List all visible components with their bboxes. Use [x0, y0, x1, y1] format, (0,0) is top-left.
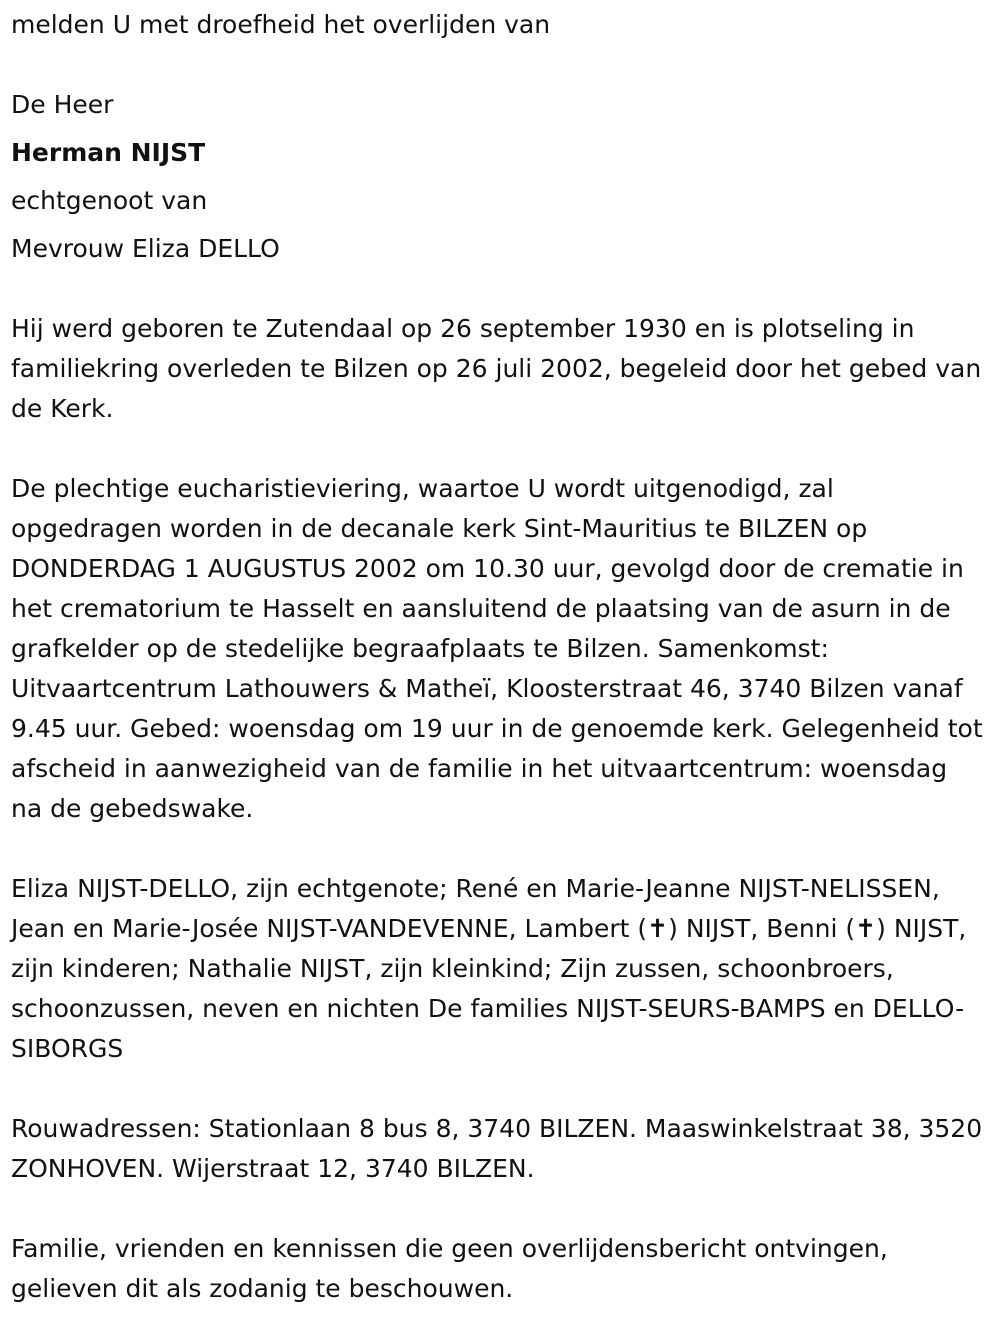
closing-paragraph: Familie, vrienden en kennissen die geen overlijdensbericht ontvingen, gelieven dit als zodanig te beschouwen.	[11, 1234, 888, 1303]
intro-text: melden U met droefheid het overlijden van	[11, 10, 551, 39]
spouse-name: Mevrouw Eliza DELLO	[11, 234, 280, 263]
honorific: De Heer	[11, 90, 114, 119]
relation-text: echtgenoot van	[11, 186, 208, 215]
birth-death-paragraph: Hij werd geboren te Zutendaal op 26 september 1930 en is plotseling in familiekring overleden te Bilzen op 26 juli 2002, begeleid door het gebed van de Kerk.	[11, 314, 982, 423]
family-paragraph: Eliza NIJST-DELLO, zijn echtgenote; René en Marie-Jeanne NIJST-NELISSEN, Jean en Marie-Josée NIJST-VANDEVENNE, Lambert (✝) NIJST, Benni (✝) NIJST, zijn kinderen; Nathalie NIJST, zijn kleinkind; Zijn zussen, schoonbroers, schoonzussen, neven en nichten De families NIJST-SEURS-BAMPS en DELLO-SIBORGS	[11, 874, 967, 1063]
ceremony-paragraph: De plechtige eucharistieviering, waartoe U wordt uitgenodigd, zal opgedragen worden in de decanale kerk Sint-Mauritius te BILZEN op DONDERDAG 1 AUGUSTUS 2002 om 10.30 uur, gevolgd door de crematie in het crematorium te Hasselt en aansluitend de plaatsing van de asurn in de grafkelder op de stedelijke begraafplaats te Bilzen. Samenkomst: Uitvaartcentrum Lathouwers & Matheï, Kloosterstraat 46, 3740 Bilzen vanaf 9.45 uur. Gebed: woensdag om 19 uur in de genoemde kerk. Gelegenheid tot afscheid in aanwezigheid van de familie in het uitvaartcentrum: woensdag na de gebedswake.	[11, 474, 983, 823]
addresses-paragraph: Rouwadressen: Stationlaan 8 bus 8, 3740 BILZEN. Maaswinkelstraat 38, 3520 ZONHOVEN. Wijerstraat 12, 3740 BILZEN.	[11, 1114, 983, 1183]
deceased-name: Herman NIJST	[11, 138, 206, 167]
